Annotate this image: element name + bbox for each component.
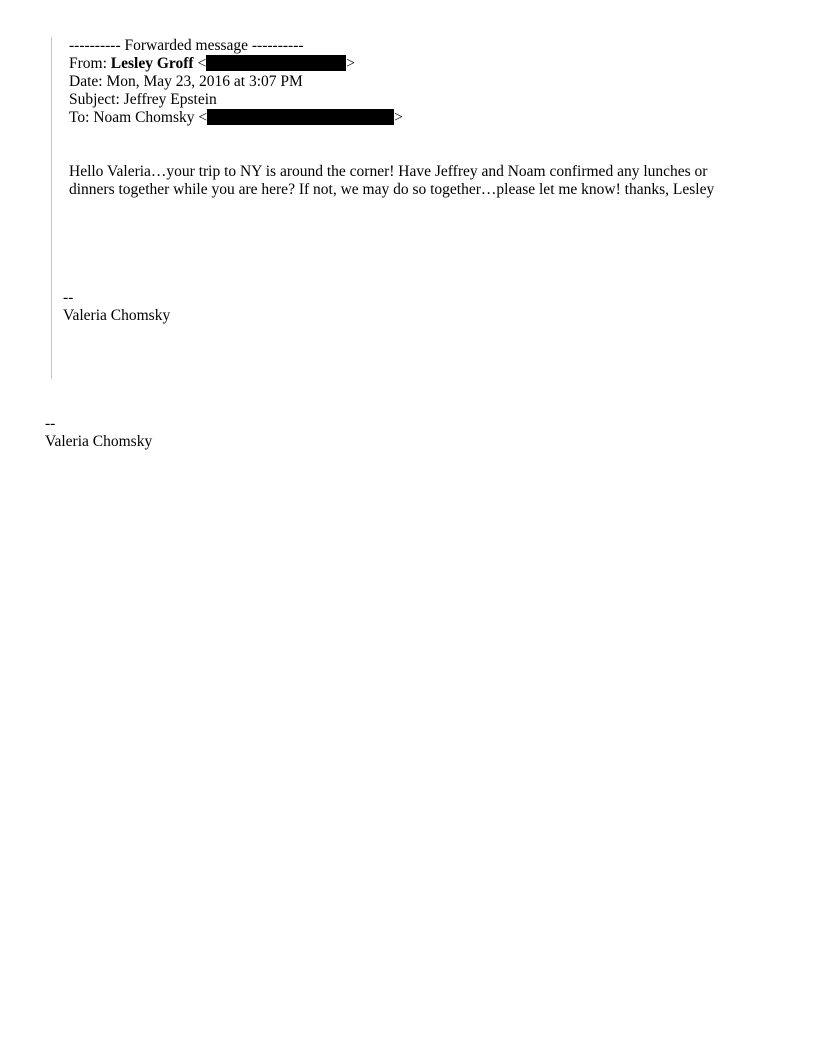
from-label: From: (69, 55, 111, 72)
forwarded-separator: ---------- Forwarded message ---------- (69, 37, 304, 54)
from-open-bracket: < (193, 55, 207, 72)
forwarded-header (69, 37, 403, 127)
message-body (69, 163, 769, 199)
quoted-signature-name: Valeria Chomsky (63, 307, 171, 324)
quoted-signature (63, 289, 170, 325)
quoted-signature-dashes: -- (63, 289, 74, 306)
subject-line: Subject: Jeffrey Epstein (69, 91, 217, 108)
message-line-2: dinners together while you are here? If not, we may do so together…please let me know! thanks, Lesley (69, 181, 715, 198)
message-line-1: Hello Valeria…your trip to NY is around the corner! Have Jeffrey and Noam confirmed any lunches or (69, 163, 708, 180)
from-name: Lesley Groff (110, 55, 194, 72)
to-label: To: Noam Chomsky < (69, 109, 208, 126)
from-line (69, 55, 403, 73)
signature (45, 415, 152, 451)
redacted-from-email (206, 55, 346, 71)
redacted-to-email (207, 109, 394, 125)
from-close-bracket: > (346, 55, 355, 72)
signature-dashes: -- (45, 415, 56, 432)
to-line (69, 109, 403, 127)
to-close-bracket: > (394, 109, 403, 126)
quote-bar (51, 37, 52, 379)
date-line: Date: Mon, May 23, 2016 at 3:07 PM (69, 73, 303, 90)
signature-name: Valeria Chomsky (45, 433, 153, 450)
